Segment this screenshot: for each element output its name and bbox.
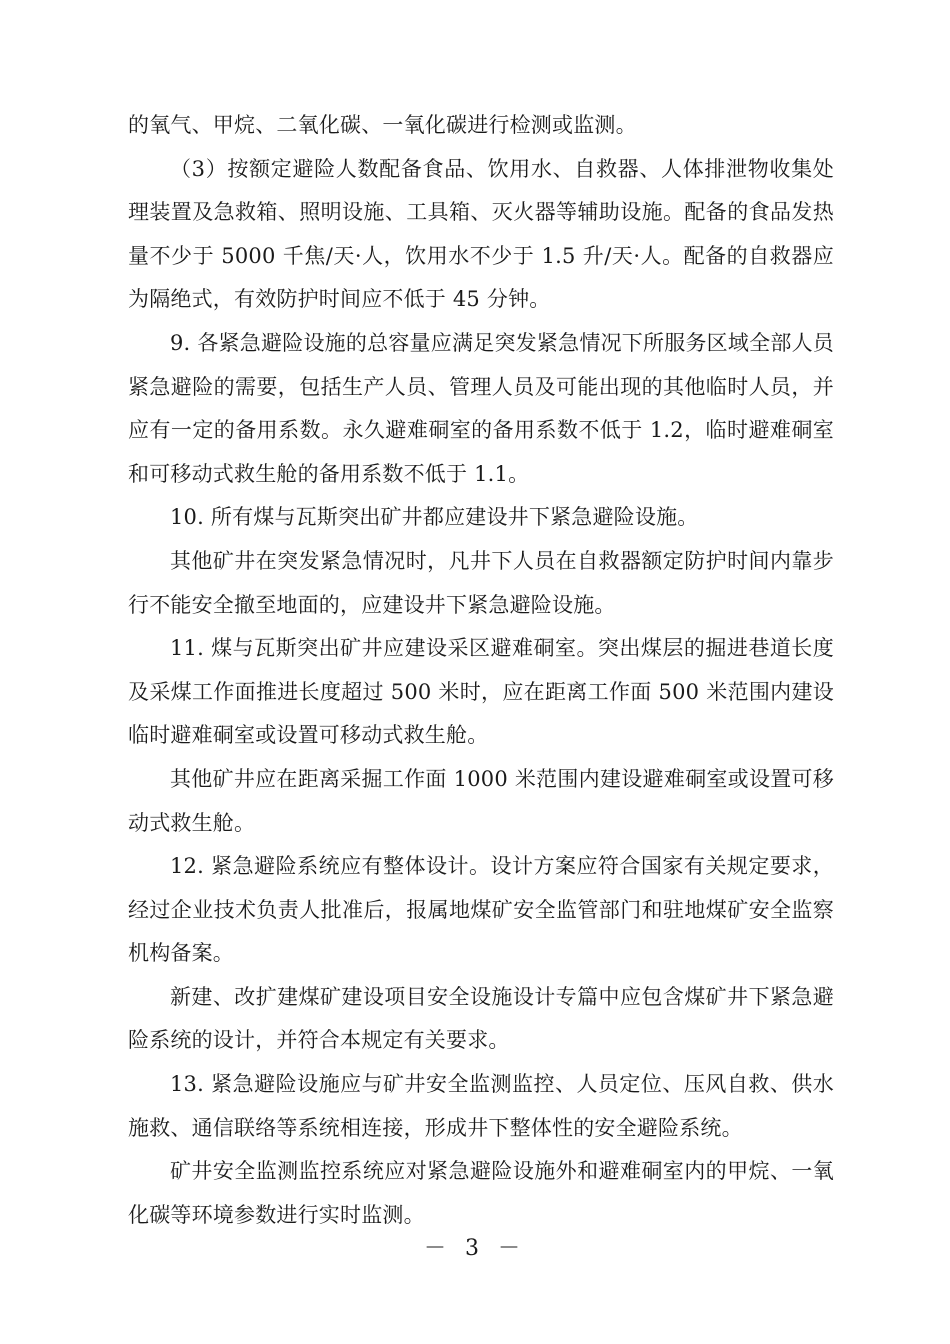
page-number: － 3 － — [424, 1236, 526, 1261]
paragraph-continuation: 的氧气、甲烷、二氧化碳、一氧化碳进行检测或监测。 — [128, 113, 637, 137]
paragraph-article-13-monitoring: 矿井安全监测监控系统应对紧急避险设施外和避难硐室内的甲烷、一氧化碳等环境参数进行实时监测。 — [128, 1159, 834, 1227]
paragraph-article-13: 13. 紧急避险设施应与矿井安全监测监控、人员定位、压风自救、供水施救、通信联络等系统相连接，形成井下整体性的安全避险系统。 — [128, 1072, 834, 1140]
paragraph-article-10-other: 其他矿井在突发紧急情况时，凡井下人员在自救器额定防护时间内靠步行不能安全撤至地面的，应建设井下紧急避险设施。 — [128, 548, 834, 617]
paragraph-article-12-new: 新建、改扩建煤矿建设项目安全设施设计专篇中应包含煤矿井下紧急避险系统的设计，并符合本规定有关要求。 — [128, 984, 834, 1053]
paragraph-article-11-other: 其他矿井应在距离采掘工作面 1000 米范围内建设避难硐室或设置可移动式救生舱。 — [128, 766, 834, 835]
paragraph-article-11: 11. 煤与瓦斯突出矿井应建设采区避难硐室。突出煤层的掘进巷道长度及采煤工作面推进长度超过 500 米时，应在距离工作面 500 米范围内建设临时避难硐室或设置可移动式救生舱。 — [128, 636, 834, 748]
paragraph-article-9: 9. 各紧急避险设施的总容量应满足突发紧急情况下所服务区域全部人员紧急避险的需要，包括生产人员、管理人员及可能出现的其他临时人员，并应有一定的备用系数。永久避难硐室的备用系数不低于 1.2，临时避难硐室和可移动式救生舱的备用系数不低于 1.1。 — [128, 330, 834, 486]
paragraph-article-10: 10. 所有煤与瓦斯突出矿井都应建设井下紧急避险设施。 — [170, 505, 699, 530]
paragraph-article-12: 12. 紧急避险系统应有整体设计。设计方案应符合国家有关规定要求，经过企业技术负责人批准后，报属地煤矿安全监管部门和驻地煤矿安全监察机构备案。 — [128, 854, 834, 966]
paragraph-item-3: （3）按额定避险人数配备食品、饮用水、自救器、人体排泄物收集处理装置及急救箱、照明设施、工具箱、灭火器等辅助设施。配备的食品发热量不少于 5000 千焦/天·人，饮用水不少于 1.5 升/天·人。配备的自救器应为隔绝式，有效防护时间应不低于 45 分钟。 — [128, 156, 834, 312]
body-text — [128, 104, 834, 1237]
